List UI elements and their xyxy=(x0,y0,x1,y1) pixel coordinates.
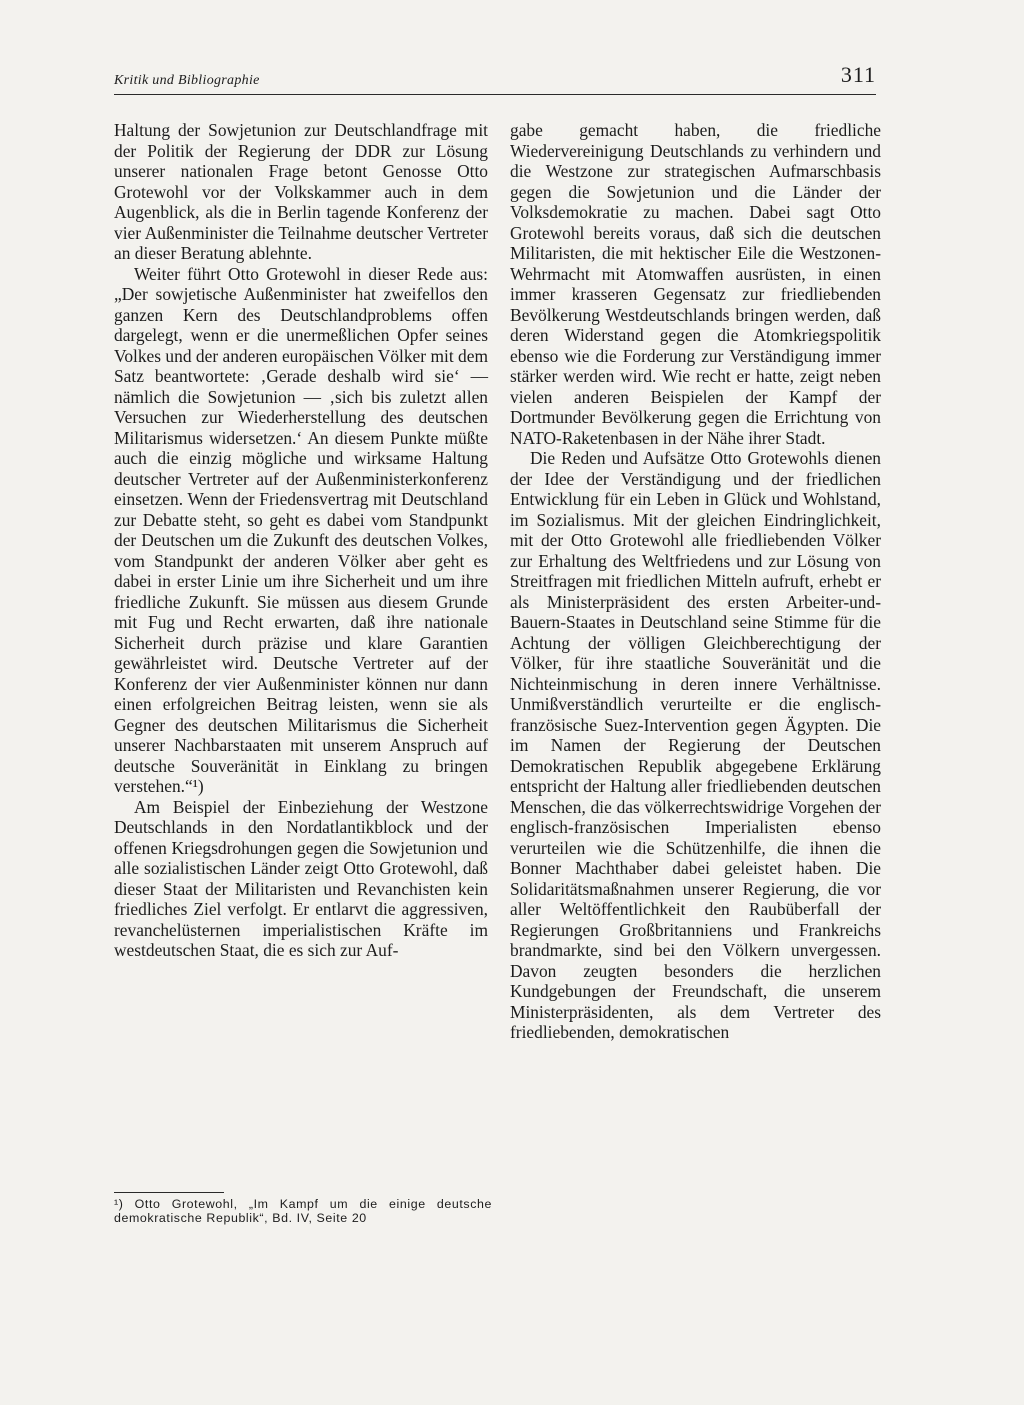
footnote-rule xyxy=(114,1192,224,1193)
section-title: Kritik und Bibliographie xyxy=(114,73,260,88)
paragraph: Am Beispiel der Einbeziehung der Westzone Deutschlands in den Nordatlantikblock und der offenen Kriegsdrohungen gegen die Sowjetunion und alle sozialistischen Länder zeigt Otto Grotewohl, daß dieser Staat der Militaristen und Revanchisten kein friedliches Ziel verfolgt. Er entlarvt die aggressiven, revanchelüsternen imperialistischen Kräfte im westdeutschen Staat, die es sich zur Auf- xyxy=(114,796,488,960)
running-header xyxy=(114,62,876,92)
paragraph: Haltung der Sowjetunion zur Deutschlandfrage mit der Politik der Regierung der DDR zur Lösung unserer nationalen Frage betont Genosse Otto Grotewohl vor der Volkskammer auch in dem Augenblick, als die in Berlin tagende Konferenz der vier Außenminister die Teilnahme deutscher Vertreter an dieser Beratung ablehnte. xyxy=(114,120,488,263)
paragraph: Die Reden und Aufsätze Otto Grotewohls dienen der Idee der Verständigung und der friedlichen Entwicklung für ein Leben in Glück und Wohlstand, im Sozialismus. Mit der gleichen Eindringlichkeit, mit der Otto Grotewohl alle friedliebenden Völker zur Erhaltung des Weltfriedens und zur Lösung von Streitfragen mit friedlichen Mitteln aufruft, erhebt er als Ministerpräsident des ersten Arbeiter-und-Bauern-Staates in Deutschland seine Stimme für die Achtung der völligen Gleichberechtigung der Völker, für ihre staatliche Souveränität und die Nichteinmischung in deren innere Verhältnisse. Unmißverständlich verurteilte er die englisch-französische Suez-Intervention gegen Ägypten. Die im Namen der Regierung der Deutschen Demokratischen Republik abgegebene Erklärung entspricht der Haltung aller friedliebenden deutschen Menschen, die das völkerrechtswidrige Vorgehen der englisch-französischen Imperialisten ebenso verurteilen wie die Schützenhilfe, die ihnen die Bonner Machthaber dabei geleistet haben. Die Solidaritätsmaßnahmen unserer Regierung, die vor aller Weltöffentlichkeit den Raubüberfall der Regierungen Großbritanniens und Frankreichs brandmarkte, sind bei den Völkern unvergessen. Davon zeugten besonders die herzlichen Kundgebungen der Freundschaft, die unserem Ministerpräsidenten, als dem Vertreter des friedliebenden, demokratischen xyxy=(510,448,881,1042)
paragraph: Weiter führt Otto Grotewohl in dieser Rede aus: „Der sowjetische Außenminister hat zweifellos den ganzen Kern des Deutschlandproblems offen dargelegt, wenn er die unermeßlichen Opfer seines Volkes und der anderen europäischen Völker mit dem Satz beantwortete: ‚Gerade deshalb wird sie‘ — nämlich die Sowjetunion — ‚sich bis zuletzt allen Versuchen zur Wiederherstellung des deutschen Militarismus widersetzen.‘ An diesem Punkte müßte auch die einzig mögliche und wirksame Haltung deutscher Vertreter auf der Außenministerkonferenz einsetzen. Wenn der Friedensvertrag mit Deutschland zur Debatte steht, so geht es dabei vom Standpunkt der Deutschen um die Zukunft des deutschen Volkes, vom Standpunkt der anderen Völker aber geht es dabei in erster Linie um ihre Sicherheit und um ihre friedliche Zukunft. Sie müssen aus diesem Grunde mit Fug und Recht erwarten, daß ihre nationale Sicherheit durch präzise und klare Garantien gewährleistet wird. Deutsche Vertreter auf der Konferenz der vier Außenminister können nur dann einen erfolgreichen Beitrag leisten, wenn sie als Gegner des deutschen Militarismus die Sicherheit unserer Nachbarstaaten mit unserem Anspruch auf deutsche Souveränität in Einklang zu bringen verstehen.“¹) xyxy=(114,263,488,796)
paragraph: gabe gemacht haben, die friedliche Wiedervereinigung Deutschlands zu verhindern und die Westzone zur strategischen Aufmarschbasis gegen die Sowjetunion und die Länder der Volksdemokratie zu machen. Dabei sagt Otto Grotewohl bereits voraus, daß sich die deutschen Militaristen, die mit hektischer Eile die Westzonen-Wehrmacht mit Atomwaffen ausrüsten, in einen immer krasseren Gegensatz zur friedliebenden Bevölkerung Westdeutschlands bringen werden, daß deren Widerstand gegen die Atomkriegspolitik ebenso wie die Forderung zur Verständigung immer stärker werden wird. Wie recht er hatte, zeigt neben vielen anderen Beispielen der Kampf der Dortmunder Bevölkerung gegen die Errichtung von NATO-Raketenbasen in der Nähe ihrer Stadt. xyxy=(510,120,881,448)
left-column xyxy=(114,120,488,961)
header-rule xyxy=(114,94,876,95)
footnotes xyxy=(114,1192,492,1225)
footnote: ¹) Otto Grotewohl, „Im Kampf um die einige deutsche demokratische Republik“, Bd. IV, Seite 20 xyxy=(114,1197,492,1225)
right-column xyxy=(510,120,881,1043)
page-number: 311 xyxy=(840,62,876,87)
